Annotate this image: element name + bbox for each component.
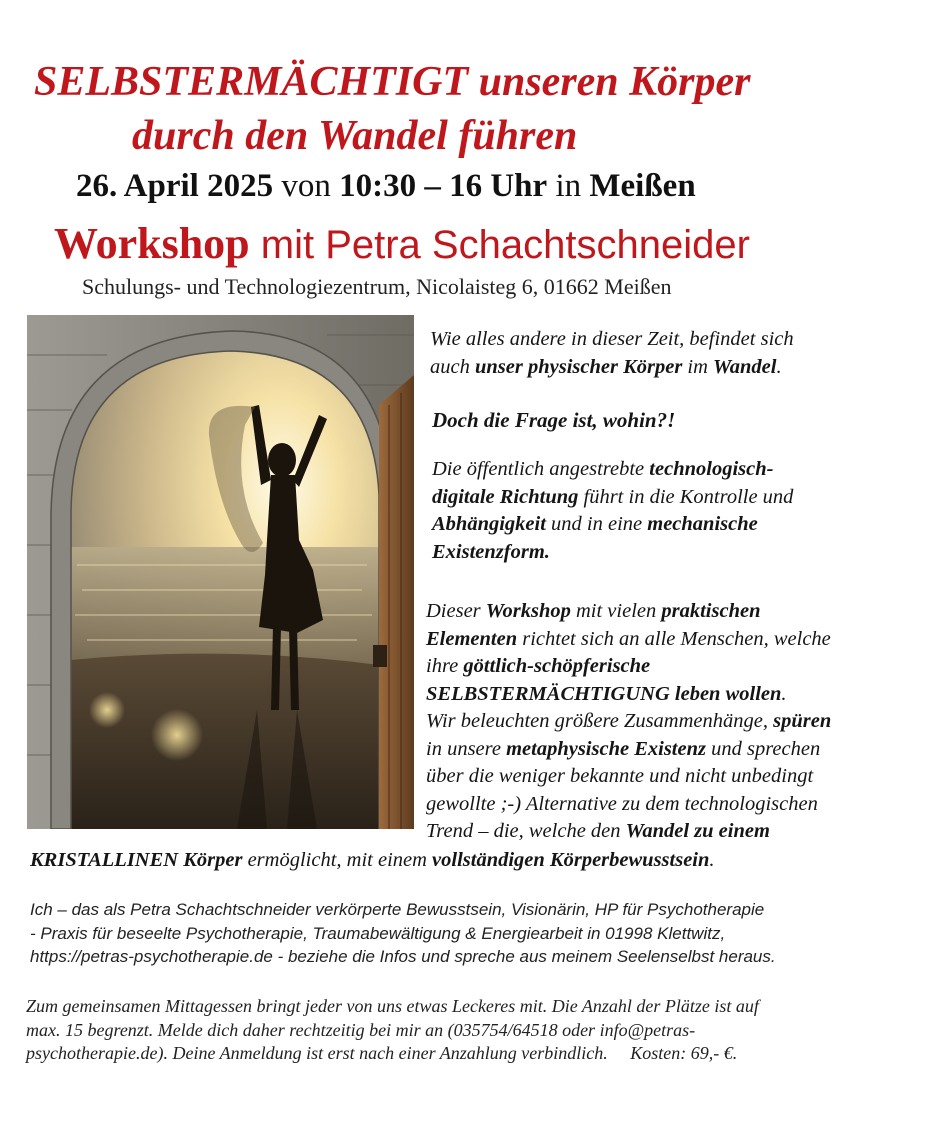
crystal-c: vollständigen Körperbewusstsein — [432, 849, 710, 871]
ws-line-3: ihre göttlich-schöpferische — [426, 655, 651, 677]
event-von: von — [281, 168, 331, 204]
intro-period: . — [776, 355, 782, 378]
ws-line-4: SELBSTERMÄCHTIGUNG leben wollen. — [426, 682, 787, 705]
info-line-2: max. 15 begrenzt. Melde dich daher rechtzeitig bei mir an (035754/64518 oder info@petras- — [26, 1019, 696, 1040]
event-in: in — [555, 168, 582, 204]
event-place: Meißen — [589, 168, 696, 204]
dir-h: Existenzform. — [432, 540, 550, 563]
info-paragraph — [26, 995, 759, 1066]
ws-line-8: gewollte ;-) Alternative zu dem technologischen — [426, 792, 818, 815]
dir-c: digitale Richtung — [432, 485, 579, 508]
workshop-word: Workshop — [54, 219, 250, 268]
direction-paragraph — [432, 456, 872, 566]
event-time: 10:30 – 16 Uhr — [339, 168, 548, 204]
crystal-a: KRISTALLINEN Körper — [30, 849, 243, 871]
event-date: 26. April 2025 — [76, 168, 274, 204]
intro-line-1: Wie alles andere in dieser Zeit, befindet sich — [430, 328, 794, 350]
intro-auch: auch — [430, 355, 470, 378]
ws-line-5: Wir beleuchten größere Zusammenhänge, spüren — [426, 710, 832, 732]
cost: Kosten: 69,- €. — [630, 1043, 738, 1063]
event-date-line — [76, 168, 696, 205]
crystalline-line — [30, 847, 920, 875]
dir-b: technologisch- — [649, 458, 774, 480]
title-line-1: SELBSTERMÄCHTIGT unseren Körper — [34, 59, 751, 105]
question-paragraph: Doch die Frage ist, wohin?! — [432, 408, 676, 432]
ws-line-6: in unsere metaphysische Existenz und sprechen — [426, 737, 821, 760]
ws-line-2: Elementen richtet sich an alle Menschen, welche — [426, 627, 831, 650]
dir-d: führt in die Kontrolle und — [583, 485, 794, 508]
ws-line-9: Trend – die, welche den Wandel zu einem — [426, 820, 770, 842]
ws-line-1: Dieser Workshop mit vielen praktischen — [426, 600, 761, 622]
intro-bold-wandel: Wandel — [713, 355, 777, 378]
about-line-1: Ich – das als Petra Schachtschneider verkörperte Bewusstsein, Visionärin, HP für Psychotherapie — [30, 900, 765, 919]
intro-bold-koerper: unser physischer Körper — [474, 355, 683, 378]
workshop-heading — [54, 218, 750, 269]
dir-g: mechanische — [647, 513, 758, 535]
title-line-2: durch den Wandel führen — [132, 113, 578, 159]
dir-e: Abhängigkeit — [432, 513, 546, 535]
dir-f: und in eine — [551, 513, 643, 535]
about-line-3: https://petras-psychotherapie.de - beziehe die Infos und spreche aus meinem Seelenselbst heraus. — [30, 947, 776, 966]
crystal-d: . — [709, 849, 715, 871]
intro-paragraph — [430, 326, 910, 381]
about-line-2: - Praxis für beseelte Psychotherapie, Traumabewältigung & Energiearbeit in 01998 Klettwitz, — [30, 923, 726, 943]
venue-address: Schulungs- und Technologiezentrum, Nicolaisteg 6, 01662 Meißen — [82, 274, 672, 299]
intro-im: im — [687, 355, 708, 378]
archway-sunset-photo — [27, 315, 414, 829]
workshop-presenter: mit Petra Schachtschneider — [260, 223, 750, 267]
dir-a: Die öffentlich angestrebte — [432, 458, 645, 480]
crystal-b: ermöglicht, mit einem — [247, 849, 427, 871]
about-paragraph — [30, 898, 776, 969]
workshop-paragraph — [426, 598, 916, 846]
info-line-3: psychotherapie.de). Deine Anmeldung ist erst nach einer Anzahlung verbindlich. Kosten: 69,- €. — [26, 1043, 738, 1063]
info-line-1: Zum gemeinsamen Mittagessen bringt jeder von uns etwas Leckeres mit. Die Anzahl der Plätze ist auf — [26, 996, 759, 1016]
ws-line-7: über die weniger bekannte und nicht unbedingt — [426, 765, 814, 787]
